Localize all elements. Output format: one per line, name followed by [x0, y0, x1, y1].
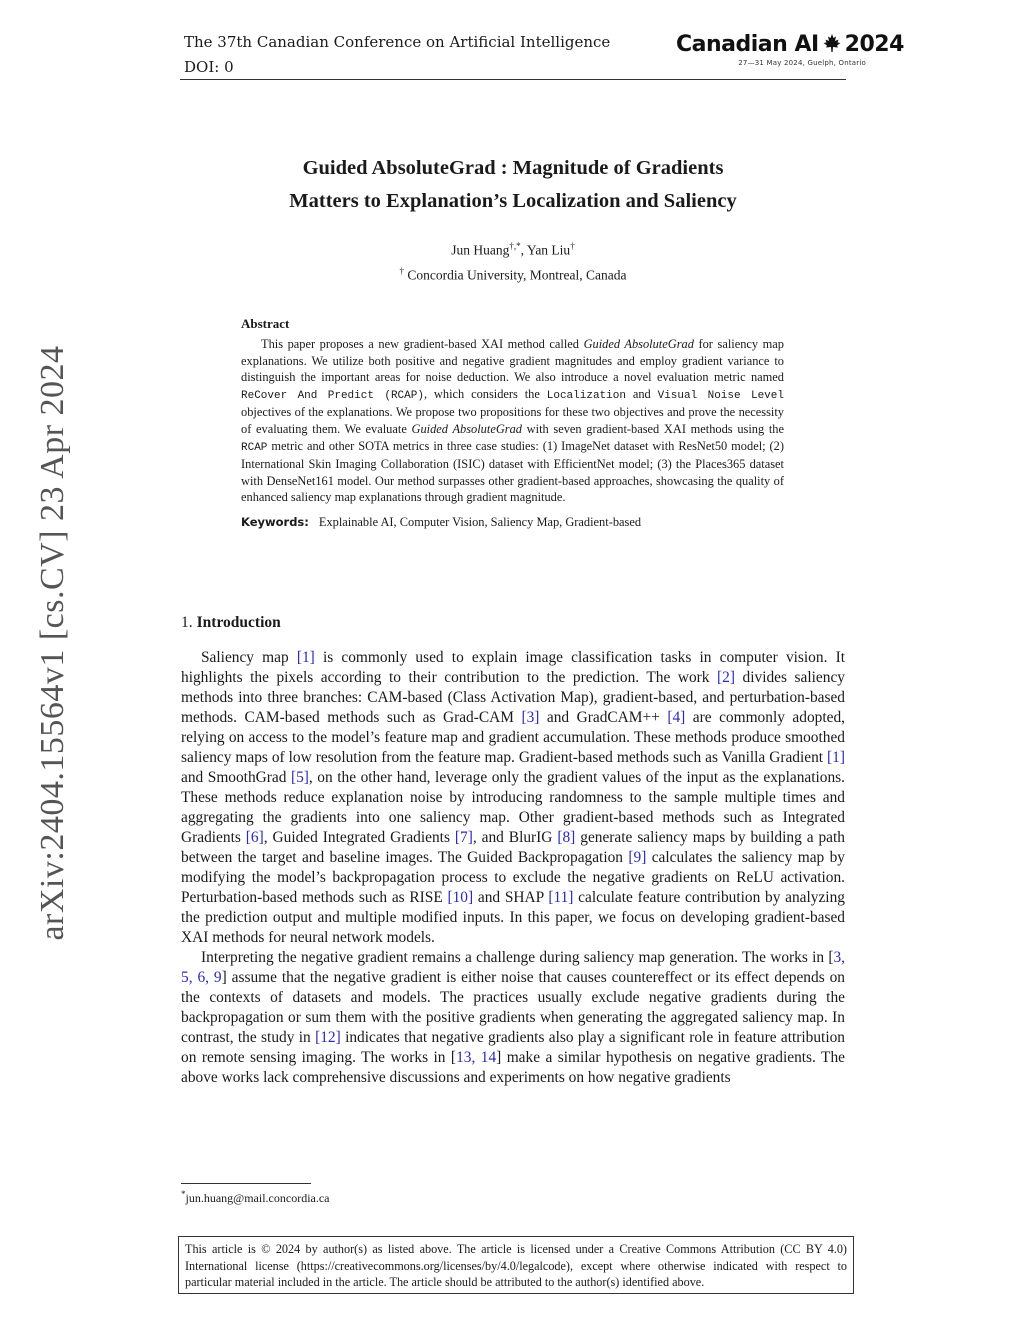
affiliation-text: Concordia University, Montreal, Canada	[403, 267, 627, 282]
logo-subtitle: 27—31 May 2024, Guelph, Ontario	[738, 59, 866, 67]
paper-title	[180, 152, 846, 218]
header-rule	[180, 79, 846, 80]
license-box: This article is © 2024 by author(s) as listed above. The article is licensed under a Creative Commons Attribution (CC BY 4.0) International license (https://creativecommons.org/licenses/by/4.0/legalcode), except where otherwise indicated with respect to particular material included in the article. The article should be attributed to the author(s) identified above.	[178, 1236, 854, 1294]
maple-leaf-icon	[822, 35, 842, 56]
affiliation	[180, 261, 846, 286]
paragraph-2: Interpreting the negative gradient remains a challenge during saliency map generation. The works in [3, 5, 6, 9] assume that the negative gradient is either noise that causes countereffect or its effect depends on the contexts of datasets and models. The practices usually exclude negative gradients during the backpropagation or sum them with the positive gradients when generating the aggregated saliency map. In contrast, the study in [12] indicates that negative gradients also play a significant role in feature attribution on remote sensing imaging. The works in [13, 14] make a similar hypothesis on negative gradients. The above works lack comprehensive discussions and experiments on how negative gradients	[181, 949, 845, 1086]
author-names	[180, 236, 846, 261]
abstract-section	[241, 315, 784, 530]
footnote-rule	[181, 1183, 311, 1184]
arxiv-stamp: arXiv:2404.15564v1 [cs.CV] 23 Apr 2024	[34, 345, 71, 941]
citation-link[interactable]: [10]	[447, 889, 474, 906]
title-line-2: Matters to Explanation’s Localization and Saliency	[289, 190, 737, 212]
citation-link[interactable]: [7]	[454, 829, 473, 846]
title-line-1: Guided AbsoluteGrad : Magnitude of Gradients	[302, 157, 724, 179]
keywords	[241, 514, 784, 530]
citation-link[interactable]: [6]	[245, 829, 264, 846]
citation-link[interactable]: [8]	[557, 829, 576, 846]
abstract-heading: Abstract	[241, 316, 290, 331]
citation-link[interactable]: [1]	[296, 649, 315, 666]
paragraph-1: Saliency map [1] is commonly used to explain image classification tasks in computer vision. It highlights the pixels according to their contribution to the prediction. The work [2] divides saliency methods into three branches: CAM-based (Class Activation Map), gradient-based, and perturbation-based methods. CAM-based methods such as Grad-CAM [3] and GradCAM++ [4] are commonly adopted, relying on access to the model’s feature map and gradient accumulation. These methods produce smoothed saliency maps of low resolution from the feature map. Gradient-based methods such as Vanilla Gradient [1] and SmoothGrad [5], on the other hand, leverage only the gradient values of the input as the explanations. These methods reduce explanation noise by introducing randomness to the sample multiple times and aggregating the gradients into one saliency map. Other gradient-based methods such as Integrated Gradients [6], Guided Integrated Gradients [7], and BlurIG [8] generate saliency maps by building a path between the target and baseline images. The Guided Backpropagation [9] calculates the saliency map by modifying the model’s backpropagation process to exclude the negative gradients on ReLU activation. Perturbation-based methods such as RISE [10] and SHAP [11] calculate feature contribution by analyzing the prediction output and multiple modified inputs. In this paper, we focus on developing gradient-based XAI methods for neural network models.	[181, 649, 846, 946]
author-2-mark: †	[570, 241, 575, 251]
author-1: Jun Huang	[451, 242, 510, 258]
citation-link[interactable]: [1]	[827, 749, 845, 766]
section-title: Introduction	[196, 614, 281, 631]
citation-link[interactable]: [11]	[548, 889, 574, 906]
conference-logo	[676, 32, 904, 67]
section-heading	[181, 614, 281, 632]
citation-link[interactable]: [3]	[521, 709, 540, 726]
conference-name: The 37th Canadian Conference on Artificial Intelligence	[184, 33, 611, 51]
footnote	[181, 1189, 330, 1206]
author-email: jun.huang@mail.concordia.ca	[185, 1191, 330, 1205]
citation-link[interactable]: [5]	[290, 769, 309, 786]
citation-link[interactable]: [9]	[628, 849, 647, 866]
abstract-body: This paper proposes a new gradient-based XAI method called Guided AbsoluteGrad for saliency map explanations. We utilize both positive and negative gradient magnitudes and employ gradient variance to distinguish the important areas for noise deduction. We also introduce a novel evaluation metric named ReCover And Predict (RCAP), which considers the Localization and Visual Noise Level objectives of the explanations. We propose two propositions for these two objectives and prove the necessity of evaluating them. We evaluate Guided AbsoluteGrad with seven gradient-based XAI methods using the RCAP metric and other SOTA metrics in three case studies: (1) ImageNet dataset with ResNet50 model; (2) International Skin Imaging Collaboration (ISIC) dataset with EfficientNet model; (3) the Places365 dataset with DenseNet161 model. Our method surpasses other gradient-based approaches, showcasing the quality of enhanced saliency map explanations through gradient magnitude.	[241, 337, 784, 505]
citation-link[interactable]: [2]	[717, 669, 735, 686]
citation-link[interactable]: [12]	[315, 1029, 341, 1046]
citation-link[interactable]: [4]	[667, 709, 686, 726]
author-block	[180, 236, 846, 285]
citation-link[interactable]: 13, 14	[456, 1049, 497, 1066]
section-number: 1.	[181, 614, 193, 631]
author-1-mark: †,*	[509, 241, 521, 251]
affiliation-mark: †	[399, 265, 404, 276]
author-2: , Yan Liu	[520, 242, 571, 258]
body-text	[181, 648, 845, 1088]
citation-link[interactable]: 3, 5, 6, 9	[181, 949, 845, 986]
keywords-list: Explainable AI, Computer Vision, Saliency Map, Gradient-based	[318, 514, 642, 529]
keywords-label: Keywords:	[241, 514, 309, 529]
running-header	[184, 30, 610, 80]
logo-text-right: 2024	[844, 32, 904, 57]
copyright-icon: ©	[261, 1242, 271, 1256]
logo-text-left: Canadian AI	[676, 32, 819, 57]
doi: DOI: 0	[184, 58, 234, 76]
footnote-mark: *	[181, 1189, 186, 1199]
